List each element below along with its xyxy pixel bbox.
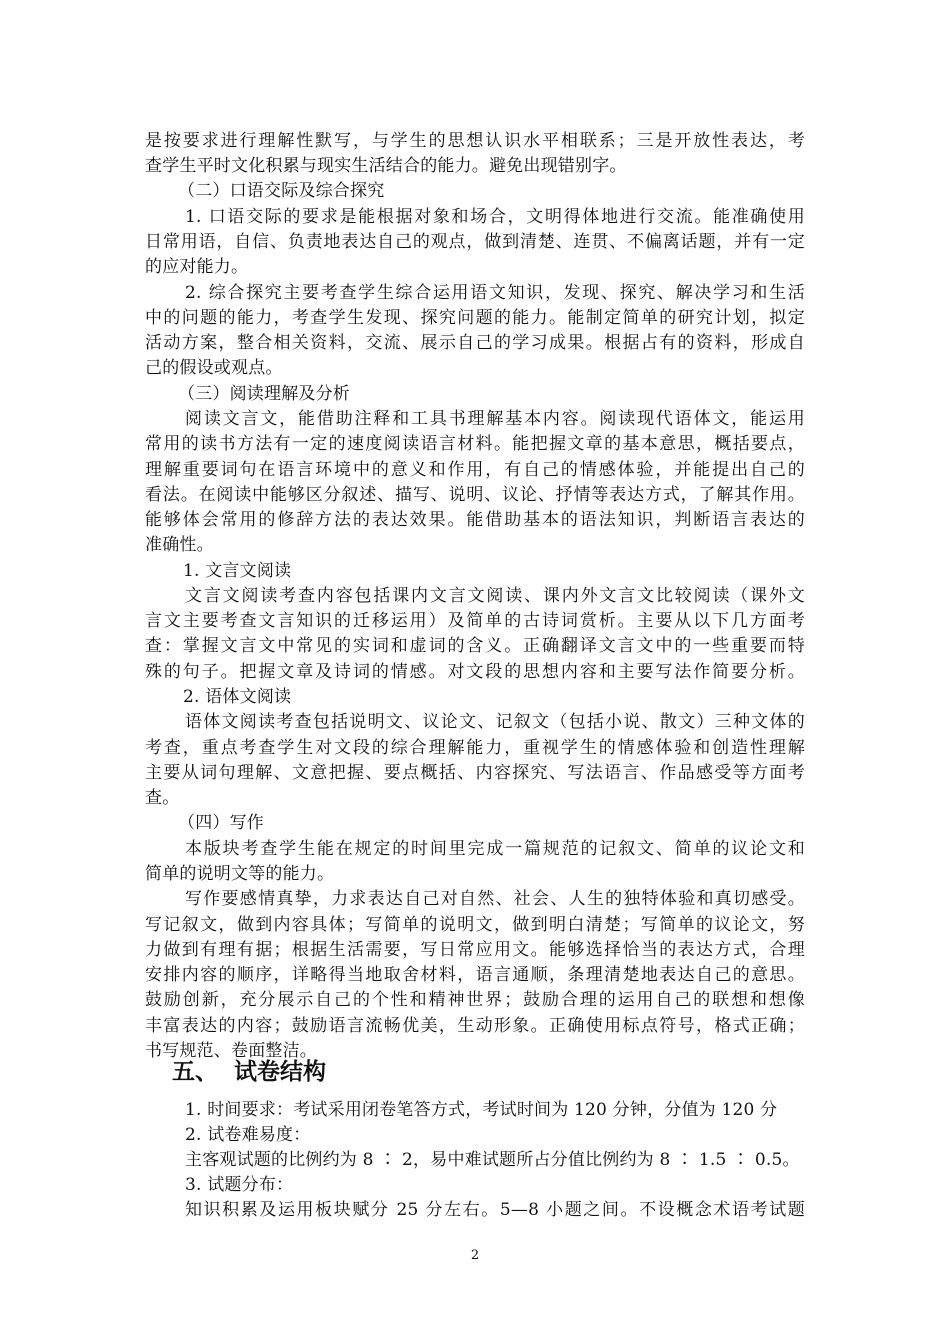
text-line: 知识积累及运用板块赋分 25 分左右。5—8 小题之间。不设概念术语考试题 bbox=[185, 1200, 805, 1220]
text-line: 1. 时间要求：考试采用闭卷笔答方式，考试时间为 120 分钟，分值为 120 分 bbox=[185, 1100, 778, 1120]
text-line: 简单的说明文等的能力。 bbox=[145, 864, 335, 884]
text-line: 写作要感情真挚，力求表达自己对自然、社会、人生的独特体验和真切感受。 bbox=[185, 889, 805, 909]
text-line: 考查，重点考查学生对文段的综合理解能力，重视学生的情感体验和创造性理解 bbox=[145, 738, 805, 758]
text-line: 语体文阅读考查包括说明文、议论文、记叙文（包括小说、散文）三种文体的 bbox=[185, 712, 805, 732]
text-line: 殊的句子。把握文章及诗词的情感。对文段的思想内容和主要写法作简要分析。 bbox=[145, 662, 805, 682]
text-line: 2. 试卷难易度： bbox=[185, 1125, 311, 1145]
text-line: 丰富表达的内容；鼓励语言流畅优美，生动形象。正确使用标点符号，格式正确； bbox=[145, 1016, 805, 1036]
text-line: 1. 口语交际的要求是能根据对象和场合，文明得体地进行交流。能准确使用 bbox=[185, 207, 805, 227]
text-line: 理解重要词句在语言环境中的意义和作用，有自己的情感体验，并能提出自己的 bbox=[145, 460, 805, 480]
text-line: 是按要求进行理解性默写，与学生的思想认识水平相联系；三是开放性表达，考 bbox=[145, 131, 805, 151]
text-line: 日常用语，自信、负责地表达自己的观点，做到清楚、连贯、不偏离话题，并有一定 bbox=[145, 232, 805, 252]
text-line: 鼓励创新，充分展示自己的个性和精神世界；鼓励合理的运用自己的联想和想像 bbox=[145, 990, 805, 1010]
text-line: 活动方案，整合相关资料，交流、展示自己的学习成果。根据占有的资料，形成自 bbox=[145, 333, 805, 353]
text-line: 2. 综合探究主要考查学生综合运用语文知识，发现、探究、解决学习和生活 bbox=[185, 283, 805, 303]
text-line: 言文主要考查文言知识的迁移运用）及简单的古诗词赏析。主要从以下几方面考 bbox=[145, 611, 805, 631]
subsection-heading: （四）写作 bbox=[178, 813, 264, 833]
text-line: 查。 bbox=[145, 788, 180, 808]
page-number: 2 bbox=[470, 1248, 480, 1263]
subsection-heading: （二）口语交际及综合探究 bbox=[178, 181, 385, 201]
text-line: 的应对能力。 bbox=[145, 257, 249, 277]
subsection-heading: 2. 语体文阅读 bbox=[183, 687, 292, 707]
text-line: 力做到有理有据；根据生活需要，写日常应用文。能够选择恰当的表达方式，合理 bbox=[145, 940, 805, 960]
section-heading: 五、 试卷结构 bbox=[172, 1059, 327, 1085]
text-line: 本版块考查学生能在规定的时间里完成一篇规范的记叙文、简单的议论文和 bbox=[185, 839, 805, 859]
text-line: 书写规范、卷面整洁。 bbox=[145, 1041, 317, 1061]
text-line: 写记叙文，做到内容具体；写简单的说明文，做到明白清楚；写简单的议论文，努 bbox=[145, 915, 805, 935]
text-line: 3. 试题分布： bbox=[185, 1175, 294, 1195]
text-line: 文言文阅读考查内容包括课内文言文阅读、课内外文言文比较阅读（课外文 bbox=[185, 586, 805, 606]
text-line: 安排内容的顺序，详略得当地取舍材料，语言通顺，条理清楚地表达自己的意思。 bbox=[145, 965, 805, 985]
text-line: 中的问题的能力，考查学生发现、探究问题的能力。能制定简单的研究计划，拟定 bbox=[145, 308, 805, 328]
subsection-heading: （三）阅读理解及分析 bbox=[178, 384, 350, 404]
text-line: 主客观试题的比例约为 8 ∶ 2，易中难试题所占分值比例约为 8 ∶ 1.5 ∶ 0.5。 bbox=[185, 1150, 800, 1170]
text-line: 看法。在阅读中能够区分叙述、描写、说明、议论、抒情等表达方式，了解其作用。 bbox=[145, 485, 805, 505]
text-line: 常用的读书方法有一定的速度阅读语言材料。能把握文章的基本意思，概括要点， bbox=[145, 434, 805, 454]
subsection-heading: 1. 文言文阅读 bbox=[183, 561, 292, 581]
text-line: 查学生平时文化积累与现实生活结合的能力。避免出现错别字。 bbox=[145, 156, 627, 176]
text-line: 准确性。 bbox=[145, 535, 214, 555]
text-line: 己的假设或观点。 bbox=[145, 358, 283, 378]
text-line: 能够体会常用的修辞方法的表达效果。能借助基本的语法知识，判断语言表达的 bbox=[145, 510, 805, 530]
text-line: 查：掌握文言文中常见的实词和虚词的含义。正确翻译文言文中的一些重要而特 bbox=[145, 636, 805, 656]
text-line: 阅读文言文，能借助注释和工具书理解基本内容。阅读现代语体文，能运用 bbox=[185, 409, 805, 429]
text-line: 主要从词句理解、文意把握、要点概括、内容探究、写法语言、作品感受等方面考 bbox=[145, 763, 805, 783]
